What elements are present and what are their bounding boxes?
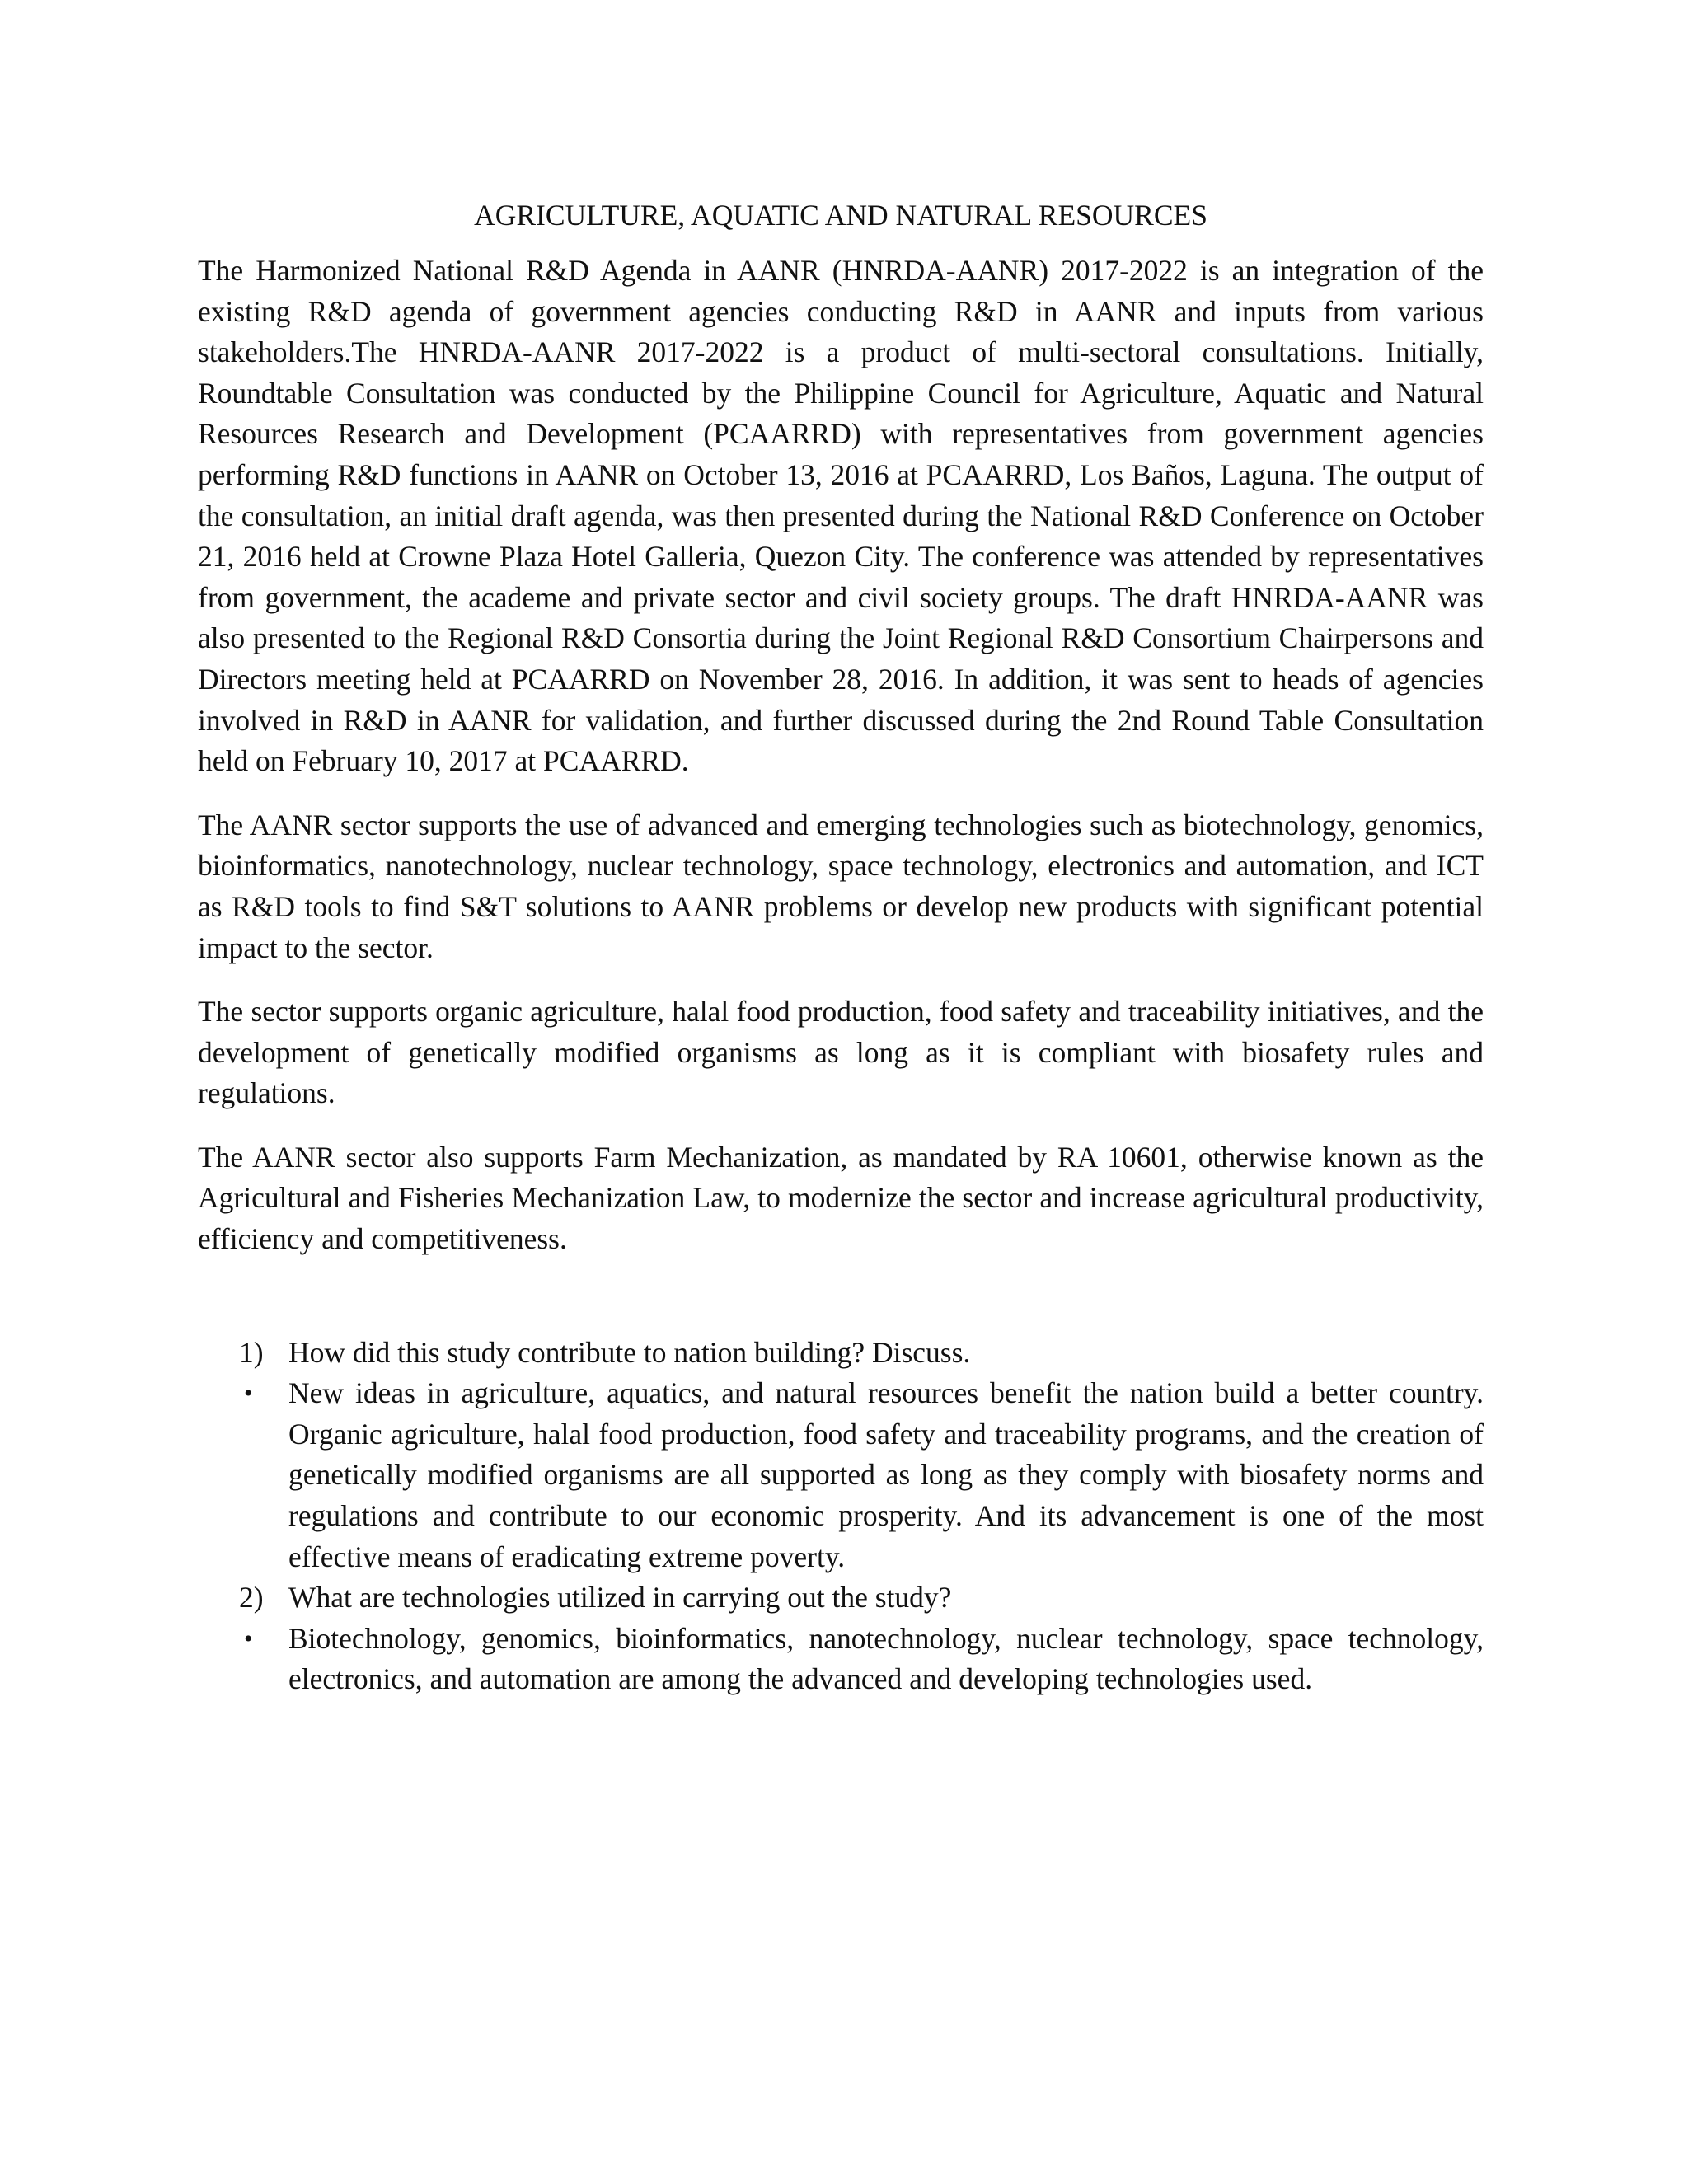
answer-text: New ideas in agriculture, aquatics, and natural resources benefit the nation build a better country. Organic agriculture, halal food production, food safety and traceability programs, and the creation of genetically modified organisms are all supported as long as they comply with biosafety norms and regulations and contribute to our economic prosperity. And its advancement is one of the most effective means of eradicating extreme poverty. <box>288 1376 1484 1573</box>
question-item <box>198 1333 1484 1374</box>
question-item <box>198 1577 1484 1619</box>
paragraph-hnrda-overview: The Harmonized National R&D Agenda in AANR (HNRDA-AANR) 2017-2022 is an integration of the existing R&D agenda of government agencies conducting R&D in AANR and inputs from various stakeholders.The HNRDA-AANR 2017-2022 is a product of multi-sectoral consultations. Initially, Roundtable Consultation was conducted by the Philippine Council for Agriculture, Aquatic and Natural Resources Research and Development (PCAARRD) with representatives from government agencies performing R&D functions in AANR on October 13, 2016 at PCAARRD, Los Baños, Laguna. The output of the consultation, an initial draft agenda, was then presented during the National R&D Conference on October 21, 2016 held at Crowne Plaza Hotel Galleria, Quezon City. The conference was attended by representatives from government, the academe and private sector and civil society groups. The draft HNRDA-AANR was also presented to the Regional R&D Consortia during the Joint Regional R&D Consortium Chairpersons and Directors meeting held at PCAARRD on November 28, 2016. In addition, it was sent to heads of agencies involved in R&D in AANR for validation, and further discussed during the 2nd Round Table Consultation held on February 10, 2017 at PCAARRD. <box>198 254 1484 778</box>
question-number: 2) <box>239 1581 264 1615</box>
question-text: What are technologies utilized in carrying out the study? <box>288 1581 952 1615</box>
answer-item <box>198 1373 1484 1577</box>
question-number: 1) <box>239 1335 264 1369</box>
answer-item <box>198 1619 1484 1700</box>
bullet-icon: • <box>244 1380 253 1408</box>
document-title: AGRICULTURE, AQUATIC AND NATURAL RESOURCES <box>474 199 1207 232</box>
paragraph-organic-agriculture: The sector supports organic agriculture, halal food production, food safety and traceability initiatives, and the development of genetically modified organisms as long as it is compliant with biosafety rules and regulations. <box>198 995 1484 1110</box>
paragraph-farm-mechanization: The AANR sector also supports Farm Mechanization, as mandated by RA 10601, otherwise known as the Agricultural and Fisheries Mechanization Law, to modernize the sector and increase agricultural productivity, efficiency and competitiveness. <box>198 1140 1484 1256</box>
answer-text: Biotechnology, genomics, bioinformatics, nanotechnology, nuclear technology, space technology, electronics, and automation are among the advanced and developing technologies used. <box>288 1621 1484 1696</box>
bullet-icon: • <box>244 1624 253 1652</box>
question-list <box>198 1333 1484 1700</box>
paragraph-emerging-technologies: The AANR sector supports the use of advanced and emerging technologies such as biotechnology, genomics, bioinformatics, nanotechnology, nuclear technology, space technology, electronics and automation, and ICT as R&D tools to find S&T solutions to AANR problems or develop new products with significant potential impact to the sector. <box>198 808 1484 964</box>
document-body <box>198 194 1484 1700</box>
question-text: How did this study contribute to nation building? Discuss. <box>288 1335 971 1369</box>
